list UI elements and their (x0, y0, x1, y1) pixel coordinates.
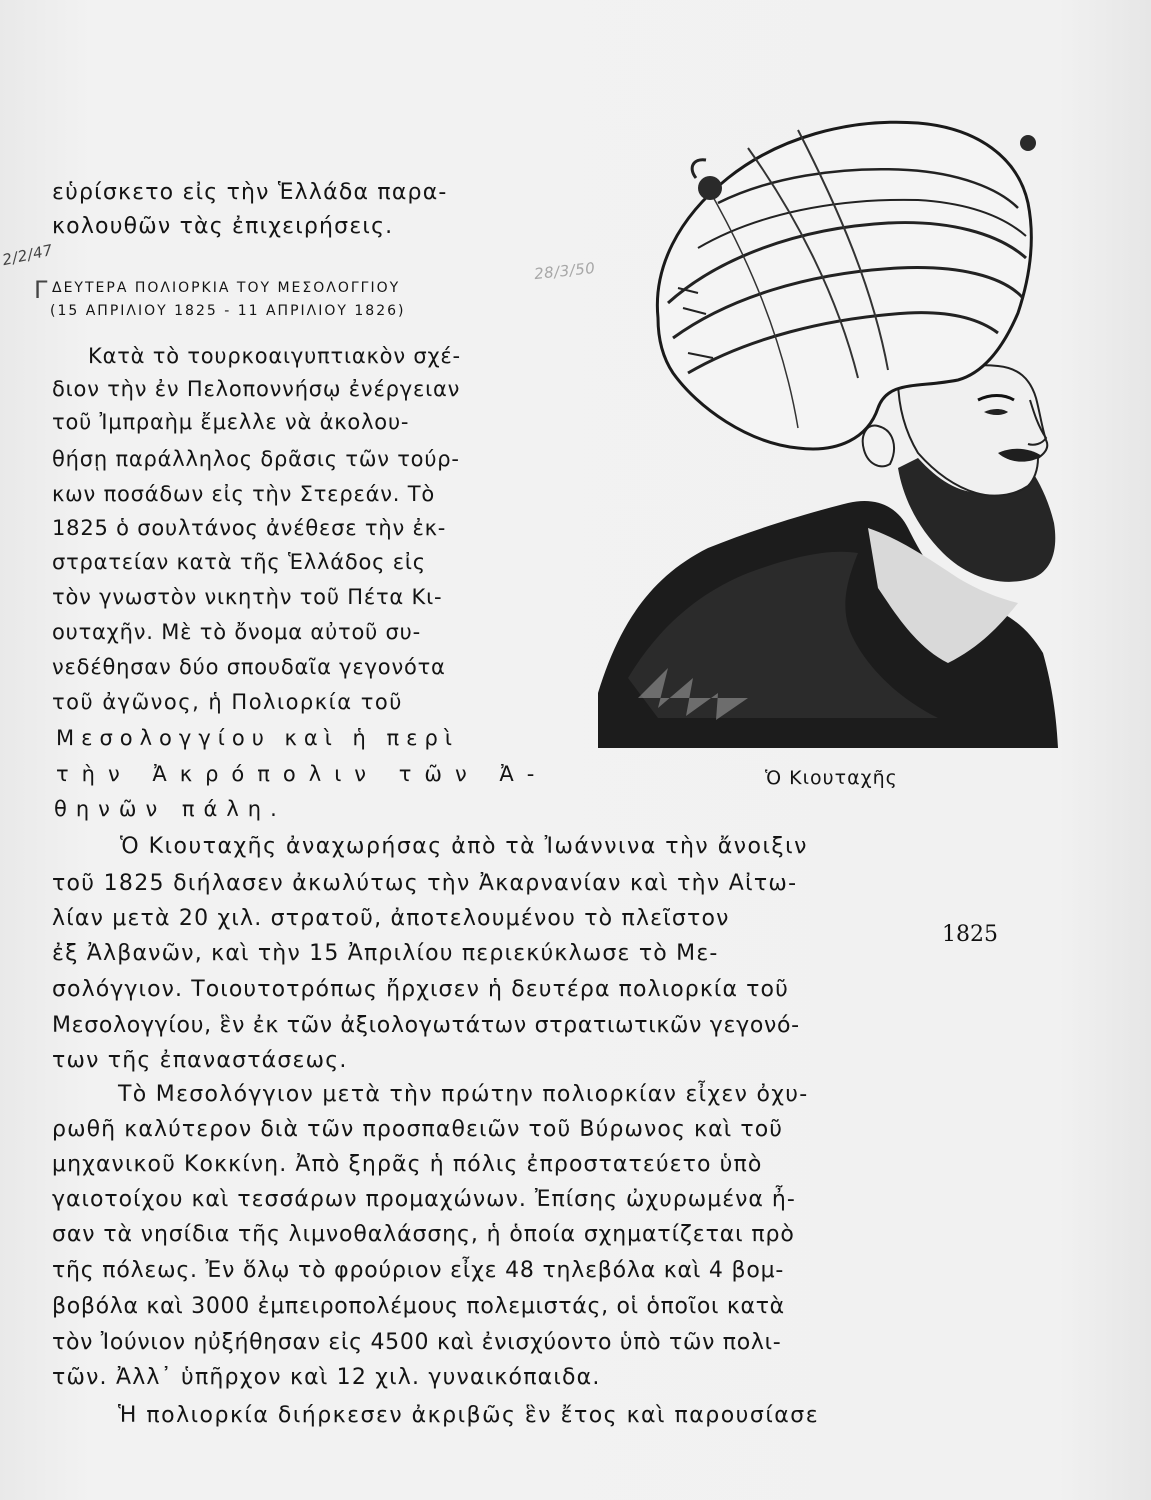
text-line: τὸν γνωστὸν νικητὴν τοῦ Πέτα Κι- (52, 585, 443, 609)
text-line: σολόγγιον. Τοιουτοτρόπως ἤρχισεν ἡ δευτέρα πολιορκία τοῦ (52, 977, 789, 1002)
text-line: σαν τὰ νησίδια τῆς λιμνοθαλάσσης, ἡ ὁποία σχηματίζεται πρὸ (52, 1222, 795, 1247)
text-line: τοῦ ἀγῶνος, ἡ Πολιορκία τοῦ (52, 690, 403, 714)
text-line: τοῦ Ἰμπραὴμ ἔμελλε νὰ ἀκολου- (52, 410, 410, 434)
margin-bracket: Γ (34, 276, 48, 304)
text-line: τὸν Ἰούνιον ηὐξήθησαν εἰς 4500 καὶ ἐνισχύοντο ὑπὸ τῶν πολι- (52, 1330, 782, 1355)
text-line: θηνῶν πάλη. (54, 797, 286, 821)
text-line: Κατὰ τὸ τουρκοαιγυπτιακὸν σχέ- (88, 344, 461, 368)
text-line: τοῦ 1825 διήλασεν ἀκωλύτως τὴν Ἀκαρνανίαν καὶ τὴν Αἰτω- (52, 871, 798, 896)
text-line: κων ποσάδων εἰς τὴν Στερεάν. Τὸ (52, 482, 436, 506)
margin-year: 1825 (942, 922, 998, 947)
text-line: μηχανικοῦ Κοκκίνη. Ἀπὸ ξηρᾶς ἡ πόλις ἐπροστατεύετο ὑπὸ (52, 1152, 763, 1177)
portrait-caption: Ὁ Κιουταχῆς (765, 767, 898, 789)
text-line: γαιοτοίχου καὶ τεσσάρων προμαχώνων. Ἐπίσης ὠχυρωμένα ἦ- (52, 1187, 796, 1212)
text-line: εὑρίσκετο εἰς τὴν Ἑλλάδα παρα- (52, 180, 448, 205)
text-line: τὴν Ἀκρόπολιν τῶν Ἀ- (56, 762, 548, 786)
text-line: κολουθῶν τὰς ἐπιχειρήσεις. (52, 214, 394, 239)
text-line: 1825 ὁ σουλτάνος ἀνέθεσε τὴν ἐκ- (52, 516, 447, 540)
text-line: Τὸ Μεσολόγγιον μετὰ τὴν πρώτην πολιορκίαν εἶχεν ὀχυ- (118, 1082, 809, 1107)
section-title: ΔΕΥΤΕΡΑ ΠΟΛΙΟΡΚΙΑ ΤΟΥ ΜΕΣΟΛΟΓΓΙΟΥ (52, 280, 401, 296)
margin-note-date: 2/2/47 (0, 240, 55, 270)
text-line: λίαν μετὰ 20 χιλ. στρατοῦ, ἀποτελουμένου τὸ πλεῖστον (52, 906, 730, 931)
text-line: των τῆς ἐπαναστάσεως. (52, 1048, 348, 1073)
text-line: τῶν. Ἀλλ᾽ ὑπῆρχον καὶ 12 χιλ. γυναικόπαιδα. (52, 1365, 601, 1390)
portrait-illustration (598, 108, 1058, 756)
text-line: νεδέθησαν δύο σπουδαῖα γεγονότα (52, 655, 446, 679)
text-line: τῆς πόλεως. Ἐν ὅλῳ τὸ φρούριον εἶχε 48 τηλεβόλα καὶ 4 βομ- (52, 1258, 785, 1283)
text-line: ρωθῆ καλύτερον διὰ τῶν προσπαθειῶν τοῦ Βύρωνος καὶ τοῦ (52, 1117, 784, 1142)
text-line: βοβόλα καὶ 3000 ἐμπειροπολέμους πολεμιστάς, οἱ ὁποῖοι κατὰ (52, 1294, 785, 1319)
text-line: ουταχῆν. Μὲ τὸ ὄνομα αὐτοῦ συ- (52, 620, 421, 644)
section-dates: (15 ΑΠΡΙΛΙΟΥ 1825 - 11 ΑΠΡΙΛΙΟΥ 1826) (50, 303, 406, 319)
text-line: διον τὴν ἐν Πελοποννήσῳ ἐνέργειαν (52, 377, 461, 401)
text-line: στρατείαν κατὰ τῆς Ἑλλάδος εἰς (52, 550, 426, 574)
text-line: θήσῃ παράλληλος δρᾶσις τῶν τούρ- (52, 447, 460, 471)
margin-note-date: 28/3/50 (533, 258, 597, 284)
text-line: Ὁ Κιουταχῆς ἀναχωρήσας ἀπὸ τὰ Ἰωάννινα τὴν ἄνοιξιν (120, 834, 808, 859)
text-line: ἐξ Ἀλβανῶν, καὶ τὴν 15 Ἀπριλίου περιεκύκλωσε τὸ Με- (52, 941, 719, 966)
text-line: Ἡ πολιορκία διήρκεσεν ἀκριβῶς ἓν ἔτος καὶ παρουσίασε (118, 1403, 820, 1428)
text-line: Μεσολογγίου καὶ ἡ περὶ (56, 726, 459, 750)
text-line: Μεσολογγίου, ἓν ἐκ τῶν ἀξιολογωτάτων στρατιωτικῶν γεγονό- (52, 1013, 800, 1038)
